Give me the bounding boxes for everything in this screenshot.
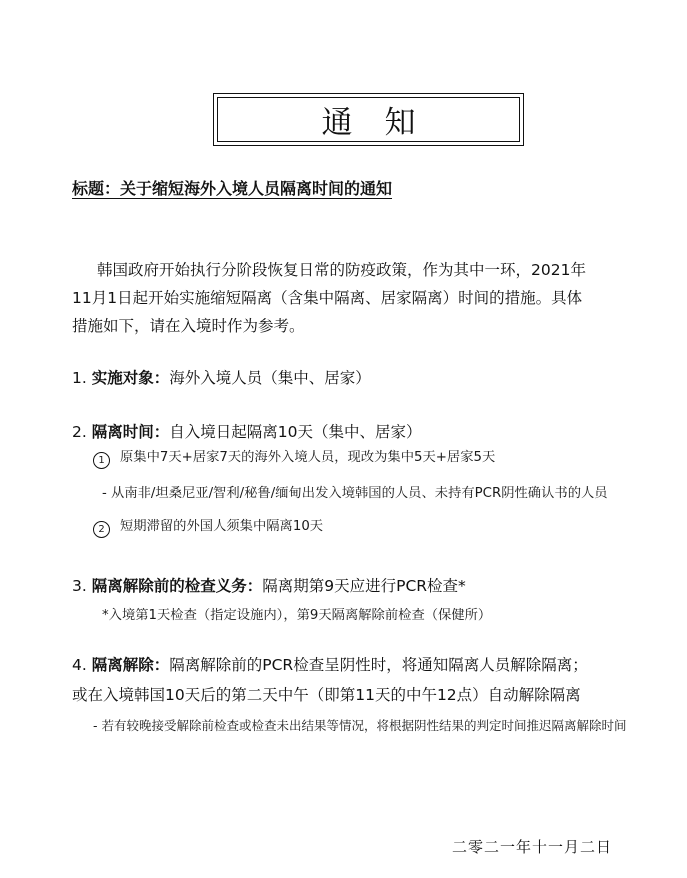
section-1-number: 1. bbox=[72, 369, 87, 387]
intro-line-1: 韩国政府开始执行分阶段恢复日常的防疫政策，作为其中一环，2021年 bbox=[97, 261, 586, 279]
section-2-item-1 bbox=[93, 446, 495, 469]
section-2-item-2 bbox=[93, 515, 323, 538]
intro-line-3: 措施如下，请在入境时作为参考。 bbox=[72, 317, 305, 335]
section-4-text: 隔离解除前的PCR检查呈阴性时，将通知隔离人员解除隔离； bbox=[169, 656, 588, 674]
section-3-label: 隔离解除前的检查义务： bbox=[91, 577, 263, 595]
section-4-text-line-2: 或在入境韩国10天后的第二天中午（即第11天的中午12点）自动解除隔离 bbox=[72, 686, 581, 704]
section-4-note: - 若有较晚接受解除前检查或检查未出结果等情况，将根据阴性结果的判定时间推迟隔离解除时间 bbox=[93, 718, 627, 733]
notice-title-box bbox=[213, 93, 524, 146]
section-2-item-1-note: - 从南非/坦桑尼亚/智利/秘鲁/缅甸出发入境韩国的人员、未持有PCR阴性确认书的人员 bbox=[102, 486, 608, 501]
section-2-number: 2. bbox=[72, 423, 87, 441]
section-1-text: 海外入境人员（集中、居家） bbox=[169, 369, 371, 387]
section-2 bbox=[72, 420, 421, 442]
notice-title: 通知 bbox=[321, 105, 448, 141]
intro-line-2: 11月1日起开始实施缩短隔离（含集中隔离、居家隔离）时间的措施。具体 bbox=[72, 289, 583, 307]
section-3-note: *入境第1天检查（指定设施内），第9天隔离解除前检查（保健所） bbox=[102, 608, 492, 623]
circled-number-1-icon: 1 bbox=[93, 452, 110, 469]
section-2-text: 自入境日起隔离10天（集中、居家） bbox=[169, 423, 422, 441]
notice-date: 二零二一年十一月二日 bbox=[452, 838, 613, 856]
circled-number-2-icon: 2 bbox=[93, 521, 110, 538]
section-3-number: 3. bbox=[72, 577, 87, 595]
section-1-label: 实施对象： bbox=[91, 369, 170, 387]
section-2-item-2-text: 短期滞留的外国人须集中隔离10天 bbox=[120, 519, 324, 534]
section-4 bbox=[72, 653, 588, 675]
notice-subject: 标题：关于缩短海外入境人员隔离时间的通知 bbox=[72, 179, 393, 198]
section-4-label: 隔离解除： bbox=[91, 656, 170, 674]
section-4-number: 4. bbox=[72, 656, 87, 674]
section-2-label: 隔离时间： bbox=[91, 423, 170, 441]
section-1 bbox=[72, 366, 371, 388]
section-3-text: 隔离期第9天应进行PCR检查* bbox=[262, 577, 466, 595]
section-3 bbox=[72, 574, 466, 596]
section-2-item-1-text: 原集中7天+居家7天的海外入境人员，现改为集中5天+居家5天 bbox=[120, 450, 496, 465]
